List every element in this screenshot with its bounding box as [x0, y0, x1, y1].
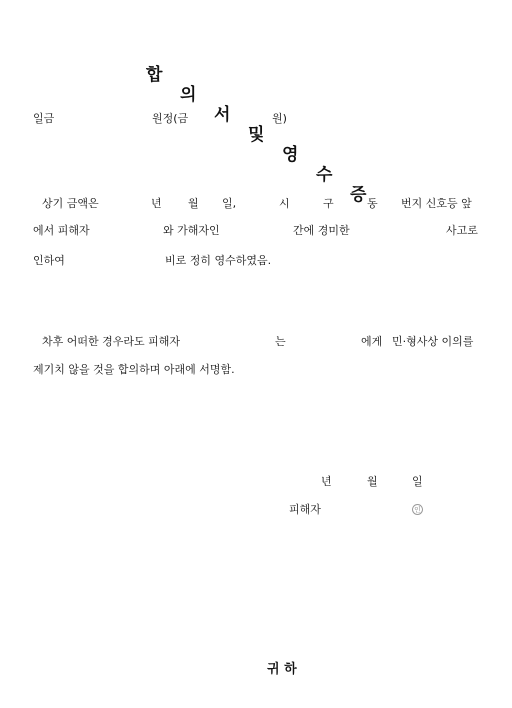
para1-line2-tail: 사고로 [446, 224, 478, 237]
signer-label: 피해자 [289, 503, 321, 516]
title-char: 증 [350, 185, 367, 205]
para1-line2-mid: 와 가해자인 [163, 224, 220, 237]
addressee: 귀 하 [267, 662, 297, 677]
amount-label: 일금 [33, 112, 55, 125]
para1-gu: 구 [323, 197, 334, 210]
seal-mark: 인 [412, 504, 423, 515]
para1-line1-start: 상기 금액은 [42, 197, 99, 210]
para2-neun: 는 [275, 335, 286, 348]
title-char: 영 [282, 145, 299, 165]
para1-year: 년 [151, 197, 162, 210]
title-char: 합 [146, 65, 163, 85]
para1-line2-mid2: 간에 경미한 [293, 224, 350, 237]
para1-si: 시 [279, 197, 290, 210]
para2-line2: 제기치 않을 것을 합의하며 아래에 서명함. [33, 363, 235, 376]
para1-dong: 동 [367, 197, 378, 210]
date-month: 월 [367, 475, 378, 488]
para2-line1-start: 차후 어떠한 경우라도 피해자 [42, 335, 181, 348]
title-char: 수 [316, 165, 333, 185]
amount-won-jeong: 원정(금 [152, 112, 189, 125]
para1-line3-start: 인하여 [33, 254, 65, 267]
para1-line3-tail: 비로 정히 영수하였음. [165, 254, 272, 267]
para2-ege: 에게 [361, 335, 383, 348]
para2-line1-tail: 민·형사상 이의를 [392, 335, 474, 348]
title-char: 및 [248, 125, 265, 145]
title-char: 서 [214, 105, 231, 125]
amount-won-close: 원) [272, 112, 287, 125]
title-char: 의 [180, 85, 197, 105]
date-day: 일 [412, 475, 423, 488]
para1-day: 일, [222, 197, 237, 210]
para1-line1-tail: 번지 신호등 앞 [401, 197, 472, 210]
date-year: 년 [321, 475, 332, 488]
para1-line2-start: 에서 피해자 [33, 224, 90, 237]
para1-month: 월 [188, 197, 199, 210]
